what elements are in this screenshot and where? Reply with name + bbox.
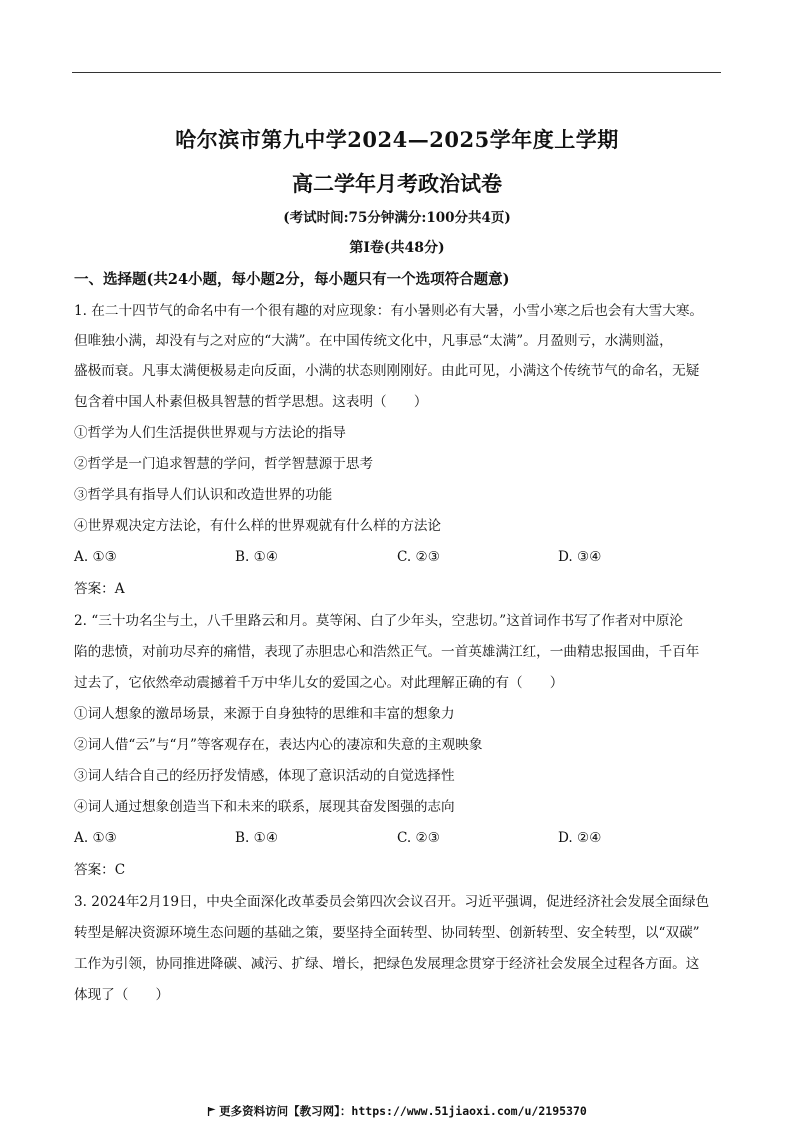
- option-d: D. ②④: [558, 830, 602, 846]
- option-d: D. ③④: [558, 549, 602, 565]
- option-b: B. ①④: [235, 830, 279, 846]
- question-text-line: 包含着中国人朴素但极具智慧的哲学思想。这表明（ ）: [74, 394, 428, 410]
- statement: ④世界观决定方法论，有什么样的世界观就有什么样的方法论: [74, 518, 442, 534]
- footer: [0, 1103, 794, 1119]
- statement: ③哲学具有指导人们认识和改造世界的功能: [74, 487, 333, 503]
- statement: ①哲学为人们生活提供世界观与方法论的指导: [74, 425, 346, 441]
- question-text-line: 体现了（ ）: [74, 987, 170, 1003]
- statement: ②哲学是一门追求智慧的学问，哲学智慧源于思考: [74, 456, 374, 472]
- option-a: A. ①③: [74, 549, 117, 565]
- exam-subtitle: 高二学年月考政治试卷: [292, 171, 502, 196]
- question-text-line: 但唯独小满，却没有与之对应的“大满”。在中国传统文化中，凡事忌“太满”。月盈则亏，水满则溢，: [74, 333, 673, 349]
- statement: ③词人结合自己的经历抒发情感，体现了意识活动的自觉选择性: [74, 768, 455, 784]
- exam-meta: (考试时间:75分钟满分:100分共4页): [283, 210, 511, 226]
- question-text-line: 2. “三十功名尘与土，八千里路云和月。莫等闲、白了少年头，空悲切。”这首词作书写了作者对中原沦: [74, 613, 683, 629]
- question-text-line: 盛极而衰。凡事太满便极易走向反面，小满的状态则刚刚好。由此可见，小满这个传统节气的命名，无疑: [74, 363, 700, 379]
- question-text-line: 转型是解决资源环境生态问题的基础之策，要坚持全面转型、协同转型、创新转型、安全转型，以“双碳”: [74, 925, 700, 941]
- question-text-line: 1. 在二十四节气的命名中有一个很有趣的对应现象：有小暑则必有大暑，小雪小寒之后也会有大雪大寒。: [74, 303, 704, 319]
- footer-link[interactable]: 更多资料访问【教习网】：https://www.51jiaoxi.com/u/2195370: [219, 1104, 587, 1118]
- option-b: B. ①④: [235, 549, 279, 565]
- question-text-line: 3. 2024年2月19日，中央全面深化改革委员会第四次会议召开。习近平强调，促进经济社会发展全面绿色: [74, 894, 710, 910]
- question-text-line: 过去了，它依然牵动震撼着千万中华儿女的爱国之心。对此理解正确的有（ ）: [74, 675, 564, 691]
- question-text-line: 陷的悲愤，对前功尽弃的痛惜，表现了赤胆忠心和浩然正气。一首英雄满江红，一曲精忠报国曲，千百年: [74, 644, 700, 660]
- section-heading: 一、选择题(共24小题，每小题2分，每小题只有一个选项符合题意): [74, 271, 510, 288]
- statement: ④词人通过想象创造当下和未来的联系，展现其奋发图强的志向: [74, 799, 455, 815]
- option-a: A. ①③: [74, 830, 117, 846]
- top-divider: [72, 72, 721, 73]
- volume-heading: 第Ⅰ卷(共48分): [349, 240, 445, 256]
- page-title: 哈尔滨市第九中学2024—2025学年度上学期: [175, 127, 619, 152]
- answer: 答案：A: [74, 581, 125, 597]
- statement: ②词人借“云”与“月”等客观存在，表达内心的凄凉和失意的主观映象: [74, 737, 483, 753]
- option-c: C. ②③: [397, 549, 440, 565]
- option-c: C. ②③: [397, 830, 440, 846]
- question-text-line: 工作为引领，协同推进降碳、减污、扩绿、增长，把绿色发展理念贯穿于经济社会发展全过程各方面。这: [74, 956, 700, 972]
- flag-icon: [207, 1107, 216, 1116]
- answer: 答案：C: [74, 862, 126, 878]
- statement: ①词人想象的激昂场景，来源于自身独特的思维和丰富的想象力: [74, 706, 455, 722]
